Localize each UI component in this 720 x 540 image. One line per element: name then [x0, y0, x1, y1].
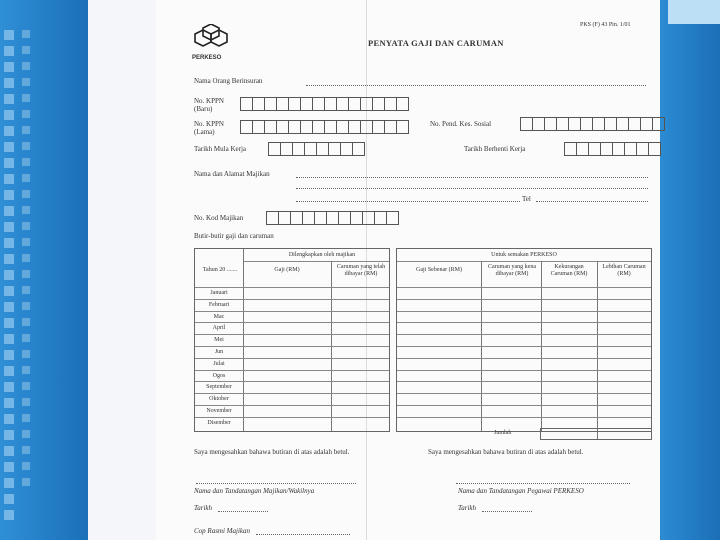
decor-square: [22, 158, 30, 166]
field-kppn-lama[interactable]: [240, 120, 408, 134]
table-row: [195, 417, 389, 418]
decor-square: [22, 142, 30, 150]
decor-square: [4, 318, 14, 328]
table-row: [195, 370, 389, 371]
field-nama-majikan-2[interactable]: [296, 187, 648, 189]
table-row: [397, 334, 651, 335]
month-label: Disember: [207, 419, 231, 426]
table-majikan-header: Dilengkapkan oleh majikan: [288, 252, 356, 258]
month-label: Julai: [213, 360, 225, 367]
tarikh-perkeso-field[interactable]: [482, 510, 532, 512]
label-nama-orang: Nama Orang Berinsuran: [194, 77, 263, 85]
decor-square: [22, 414, 30, 422]
decor-square: [22, 126, 30, 134]
decor-square: [4, 62, 14, 72]
decor-square: [22, 318, 30, 326]
declaration-perkeso: Saya mengesahkan bahawa butiran di atas adalah betul.: [428, 448, 584, 456]
decor-square: [22, 62, 30, 70]
decor-square: [22, 334, 30, 342]
month-label: Jun: [214, 349, 224, 355]
label-tel: Tel: [522, 195, 531, 203]
field-tarikh-mula[interactable]: [268, 142, 364, 156]
decor-square: [4, 142, 14, 152]
decor-square: [4, 494, 14, 504]
label-kppn-baru: No. KPPN: [194, 97, 224, 105]
decor-square: [4, 270, 14, 280]
logo-text: PERKESO: [192, 55, 222, 61]
cop-majikan-label: Cop Rasmi Majikan: [194, 527, 250, 535]
decor-square: [22, 94, 30, 102]
col-gaji-sebenar: Gaji Sebenar (RM): [416, 267, 462, 273]
table-row: [397, 299, 651, 300]
month-label: September: [206, 384, 232, 391]
table-row: [195, 381, 389, 382]
jumlah-row: [540, 428, 652, 440]
table-row: [195, 334, 389, 335]
table-majikan: [194, 248, 390, 432]
perkeso-logo-icon: [194, 24, 228, 50]
sign-majikan-label: Nama dan Tandatangan Majikan/Wakilnya: [194, 487, 315, 495]
decor-square: [22, 462, 30, 470]
field-kod-majikan[interactable]: [266, 211, 398, 225]
table-row: [397, 370, 651, 371]
table-row: [397, 322, 651, 323]
decor-square: [22, 398, 30, 406]
decor-square: [4, 222, 14, 232]
signature-majikan-line[interactable]: [196, 482, 356, 484]
form-code: PKS (F) 43 Pin. 1/01: [580, 22, 631, 28]
table-row: [195, 358, 389, 359]
decor-square: [22, 254, 30, 262]
table-row: [397, 405, 651, 406]
input-box-cell[interactable]: [386, 211, 399, 225]
table-perkeso: [396, 248, 652, 432]
month-label: November: [206, 408, 232, 414]
label-kppn-lama: No. KPPN: [194, 120, 224, 128]
decor-square: [22, 238, 30, 246]
decor-square: [22, 78, 30, 86]
decor-square: [4, 46, 14, 56]
tarikh-majikan-field[interactable]: [218, 510, 268, 512]
input-box-cell[interactable]: [648, 142, 661, 156]
month-label: Mei: [214, 337, 224, 344]
table-row: [195, 299, 389, 300]
decor-square: [4, 478, 14, 488]
table-perkeso-header: Untuk semakan PERKESO: [491, 252, 557, 258]
decor-square: [22, 30, 30, 38]
table-row: [195, 322, 389, 323]
col-lebihan: Lebihan Caruman (RM): [602, 264, 646, 277]
month-label: Oktober: [209, 396, 229, 403]
right-top-decor: [668, 0, 720, 24]
decor-square: [4, 510, 14, 520]
decor-square: [22, 270, 30, 278]
decor-square: [4, 78, 14, 88]
month-label: Ogos: [212, 372, 226, 379]
decor-square: [22, 350, 30, 358]
field-nama-majikan-1[interactable]: [296, 176, 648, 178]
tarikh-perkeso-label: Tarikh: [458, 504, 477, 512]
decor-square: [4, 254, 14, 264]
form-title: PENYATA GAJI DAN CARUMAN: [368, 38, 504, 48]
field-alamat-majikan[interactable]: [296, 200, 520, 202]
table-row: [397, 358, 651, 359]
label-nama-majikan: Nama dan Alamat Majikan: [194, 170, 270, 178]
table-row: [195, 311, 389, 312]
table-row: [397, 417, 651, 418]
decor-square: [4, 302, 14, 312]
table-row: [397, 311, 651, 312]
tarikh-majikan-label: Tarikh: [194, 504, 213, 512]
col-tahun: Tahun 20 .......: [202, 267, 238, 273]
month-label: April: [212, 325, 226, 332]
decor-square: [4, 190, 14, 200]
month-label: Mac: [213, 313, 225, 320]
left-decor-panel: [0, 0, 88, 540]
table-row: [397, 393, 651, 394]
label-kppn-lama-sub: (Lama): [194, 128, 215, 136]
table-row: [195, 405, 389, 406]
decor-square: [4, 446, 14, 456]
scan-margin: [88, 0, 156, 540]
scanned-form-document: [156, 0, 660, 540]
table-row: [195, 393, 389, 394]
decor-square: [22, 302, 30, 310]
decor-square: [4, 94, 14, 104]
table-row: [195, 346, 389, 347]
label-butir: Butir-butir gaji dan caruman: [194, 232, 274, 240]
col-gaji: Gaji (RM): [274, 267, 300, 273]
decor-square: [4, 350, 14, 360]
decor-square: [4, 382, 14, 392]
label-tarikh-berhenti: Tarikh Berhenti Kerja: [464, 145, 526, 153]
decor-square: [4, 30, 14, 40]
input-box-cell[interactable]: [652, 117, 665, 131]
decor-square: [4, 398, 14, 408]
field-pend-kes[interactable]: [520, 117, 664, 131]
label-kod-majikan: No. Kod Majikan: [194, 214, 244, 222]
decor-square: [22, 382, 30, 390]
decor-square: [4, 414, 14, 424]
left-decor-squares-faint: [22, 30, 36, 494]
decor-square: [4, 462, 14, 472]
field-kppn-baru[interactable]: [240, 97, 408, 111]
table-row: [397, 381, 651, 382]
cop-majikan-field[interactable]: [256, 533, 350, 535]
field-tarikh-berhenti[interactable]: [564, 142, 660, 156]
label-kppn-baru-sub: (Baru): [194, 105, 213, 113]
table-row: [195, 287, 389, 288]
decor-square: [4, 238, 14, 248]
right-decor-panel: [660, 0, 720, 540]
field-nama-orang[interactable]: [306, 84, 646, 86]
decor-square: [22, 366, 30, 374]
label-tarikh-mula: Tarikh Mula Kerja: [194, 145, 246, 153]
decor-square: [22, 446, 30, 454]
table-row: [397, 346, 651, 347]
decor-square: [22, 430, 30, 438]
sign-perkeso-label: Nama dan Tandatangan Pegawai PERKESO: [458, 487, 584, 495]
col-caruman-dibayar: Caruman yang telah dibayar (RM): [336, 264, 386, 277]
decor-square: [22, 174, 30, 182]
decor-square: [22, 206, 30, 214]
decor-square: [4, 286, 14, 296]
col-kekurangan: Kekurangan Caruman (RM): [550, 264, 588, 277]
decor-square: [4, 366, 14, 376]
input-box-cell[interactable]: [352, 142, 365, 156]
decor-square: [4, 110, 14, 120]
decor-square: [4, 430, 14, 440]
signature-perkeso-line[interactable]: [456, 482, 630, 484]
label-pend-kes: No. Pend. Kes. Sosial: [430, 120, 492, 128]
declaration-majikan: Saya mengesahkan bahawa butiran di atas adalah betul.: [194, 448, 350, 456]
month-label: Januari: [210, 290, 228, 296]
decor-square: [22, 110, 30, 118]
decor-square: [4, 206, 14, 216]
left-decor-squares: [4, 30, 18, 526]
input-box-cell[interactable]: [396, 120, 409, 134]
decor-square: [4, 334, 14, 344]
label-jumlah: Jumlah: [494, 430, 512, 436]
decor-square: [22, 222, 30, 230]
decor-square: [22, 190, 30, 198]
field-tel[interactable]: [536, 200, 648, 202]
table-row: [397, 287, 651, 288]
col-caruman-kena: Caruman yang kena dibayar (RM): [488, 264, 536, 277]
decor-square: [22, 286, 30, 294]
decor-square: [22, 46, 30, 54]
decor-square: [4, 174, 14, 184]
decor-square: [4, 126, 14, 136]
month-label: Februari: [208, 301, 230, 308]
decor-square: [22, 478, 30, 486]
decor-square: [4, 158, 14, 168]
input-box-cell[interactable]: [396, 97, 409, 111]
